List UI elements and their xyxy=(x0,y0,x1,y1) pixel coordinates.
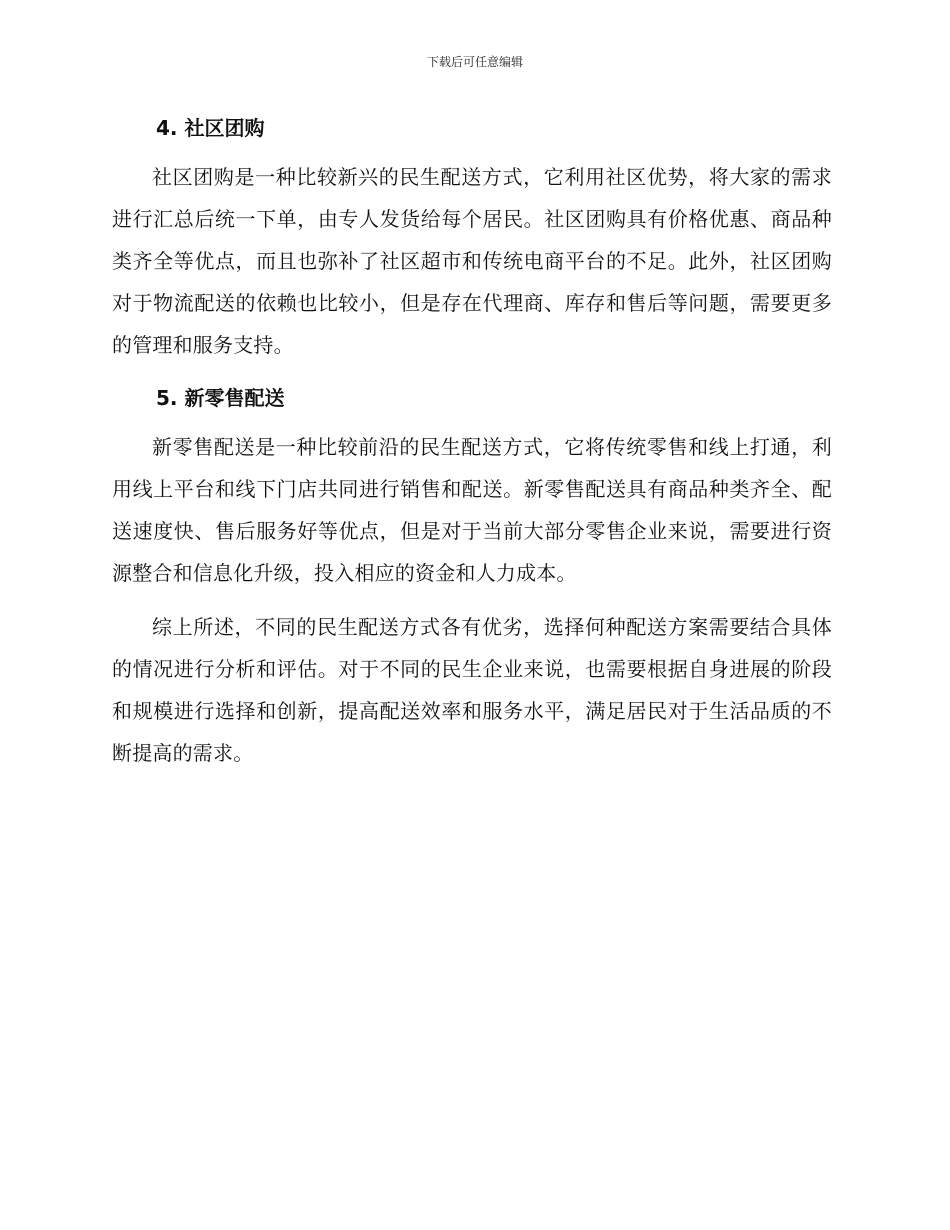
conclusion-paragraph: 综上所述，不同的民生配送方式各有优劣，选择何种配送方案需要结合具体的情况进行分析和评估。对于不同的民生企业来说，也需要根据自身进展的阶段和规模进行选择和创新，提高配送效率和服务水平，满足居民对于生活品质的不断提高的需求。 xyxy=(112,615,832,765)
section-heading-4: 4. 社区团购 xyxy=(156,116,265,140)
header-note: 下载后可任意编辑 xyxy=(426,55,523,69)
document-body xyxy=(112,108,832,786)
section-heading-5: 5. 新零售配送 xyxy=(156,386,285,410)
section-paragraph-4: 社区团购是一种比较新兴的民生配送方式，它利用社区优势，将大家的需求进行汇总后统一下单，由专人发货给每个居民。社区团购具有价格优惠、商品种类齐全等优点，而且也弥补了社区超市和传统电商平台的不足。此外，社区团购对于物流配送的依赖也比较小，但是存在代理商、库存和售后等问题，需要更多的管理和服务支持。 xyxy=(112,165,832,357)
section-paragraph-5: 新零售配送是一种比较前沿的民生配送方式，它将传统零售和线上打通，利用线上平台和线下门店共同进行销售和配送。新零售配送具有商品种类齐全、配送速度快、售后服务好等优点，但是对于当前大部分零售企业来说，需要进行资源整合和信息化升级，投入相应的资金和人力成本。 xyxy=(112,435,832,585)
